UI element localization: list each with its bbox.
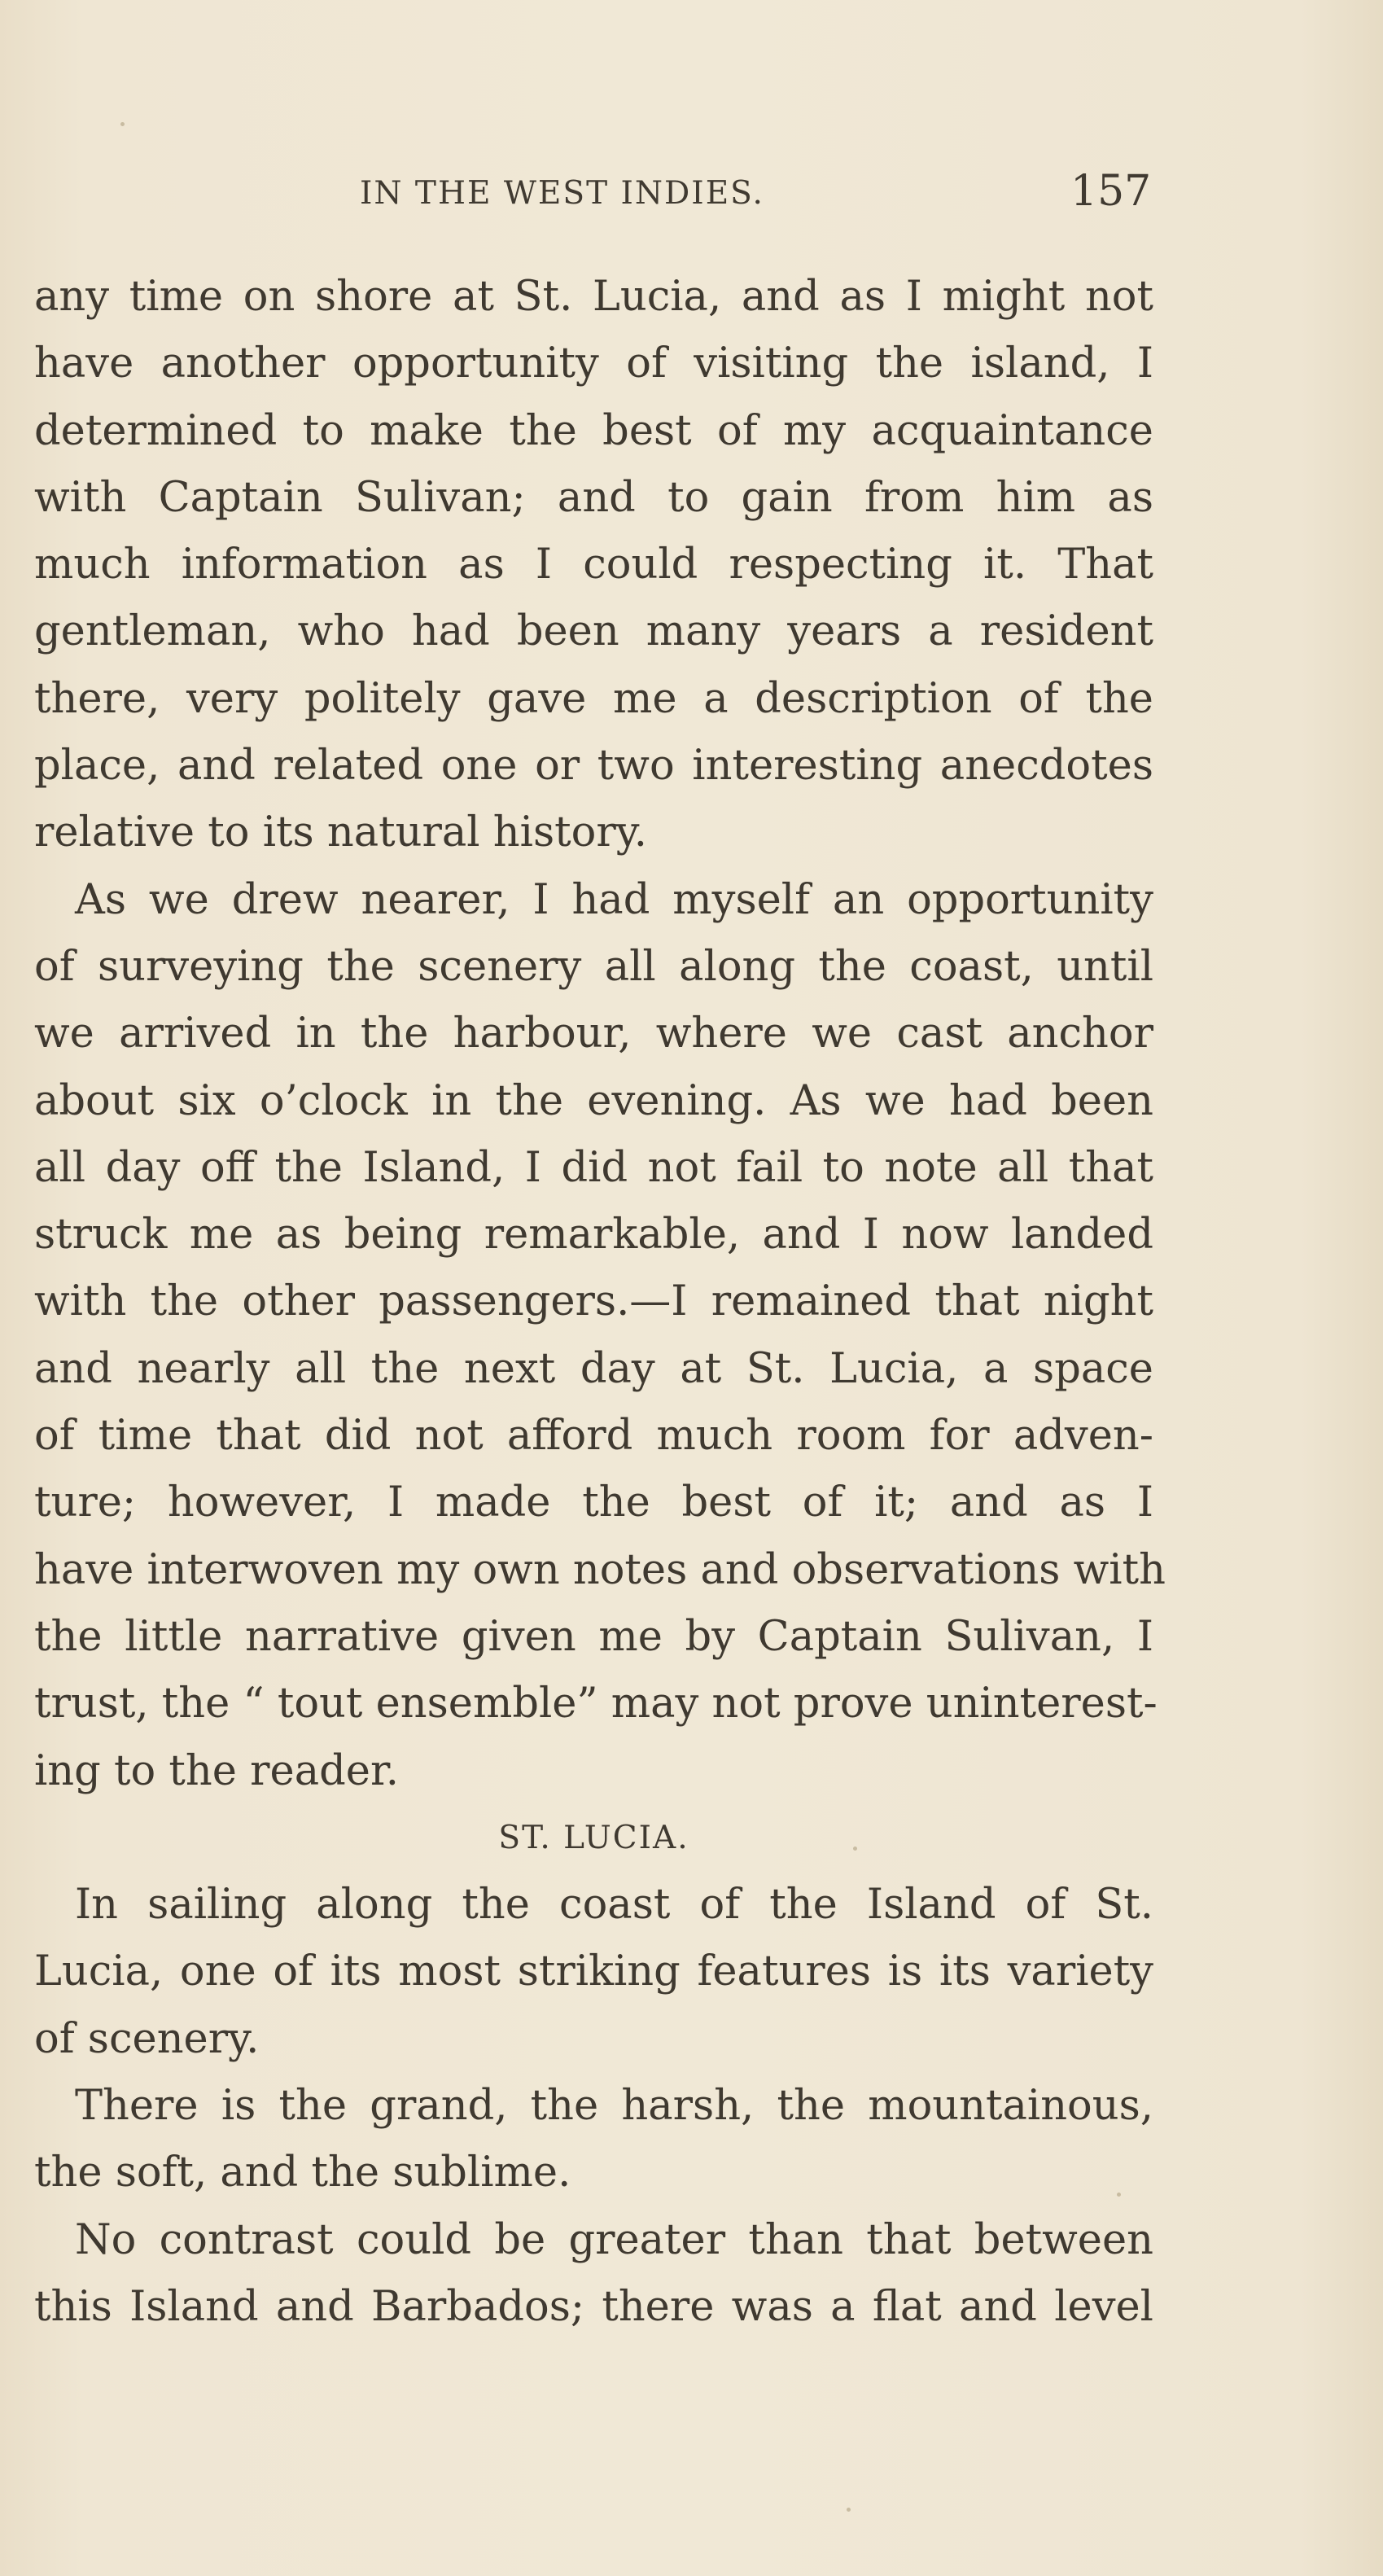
body-text bbox=[34, 264, 1166, 2341]
text-line: of scenery. bbox=[34, 2014, 260, 2063]
text-line: this Island and Barbados; there was a flat and level bbox=[34, 2282, 1153, 2331]
text-line: the soft, and the sublime. bbox=[34, 2149, 571, 2197]
paper-speck bbox=[120, 122, 125, 126]
page-number: 157 bbox=[1070, 167, 1152, 216]
running-head bbox=[0, 167, 1383, 224]
running-title: IN THE WEST INDIES. bbox=[360, 175, 764, 212]
text-line: place, and related one or two interesting anecdotes bbox=[34, 742, 1153, 791]
text-line: with the other passengers.—I remained that night bbox=[34, 1277, 1153, 1326]
text-line: much information as I could respecting it. That bbox=[34, 541, 1153, 589]
text-line: There is the grand, the harsh, the mountainous, bbox=[75, 2082, 1153, 2131]
text-line: trust, the “ tout ensemble” may not prove uninterest- bbox=[34, 1680, 1158, 1728]
text-line: with Captain Sulivan; and to gain from him as bbox=[34, 473, 1153, 522]
text-line: Lucia, one of its most striking features is its variety bbox=[34, 1947, 1153, 1996]
text-line: we arrived in the harbour, where we cast anchor bbox=[34, 1010, 1153, 1058]
section-heading: ST. LUCIA. bbox=[498, 1819, 689, 1856]
text-line: the little narrative given me by Captain Sulivan, I bbox=[34, 1612, 1153, 1661]
text-line: In sailing along the coast of the Island of St. bbox=[75, 1881, 1153, 1930]
paper-speck bbox=[1117, 2193, 1121, 2197]
text-line: No contrast could be greater than that between bbox=[75, 2215, 1153, 2264]
text-line: about six o’clock in the evening. As we had been bbox=[34, 1076, 1153, 1125]
text-line: have another opportunity of visiting the island, I bbox=[34, 340, 1153, 388]
text-line: determined to make the best of my acquaintance bbox=[34, 406, 1153, 455]
text-line: any time on shore at St. Lucia, and as I might not bbox=[34, 273, 1153, 321]
paper-speck bbox=[853, 1847, 857, 1851]
paper-speck bbox=[847, 2508, 851, 2512]
text-line: of time that did not afford much room for adven- bbox=[34, 1412, 1153, 1461]
text-line: there, very politely gave me a description of the bbox=[34, 674, 1153, 723]
text-line: ing to the reader. bbox=[34, 1746, 399, 1795]
text-line: all day off the Island, I did not fail to note all that bbox=[34, 1143, 1153, 1192]
text-line: As we drew nearer, I had myself an opportunity bbox=[75, 875, 1153, 924]
text-line: struck me as being remarkable, and I now landed bbox=[34, 1211, 1153, 1260]
text-line: gentleman, who had been many years a resident bbox=[34, 607, 1153, 656]
text-line: relative to its natural history. bbox=[34, 808, 647, 857]
text-line: and nearly all the next day at St. Lucia, a space bbox=[34, 1344, 1153, 1393]
text-line: of surveying the scenery all along the coast, until bbox=[34, 942, 1153, 991]
text-line: have interwoven my own notes and observations with bbox=[34, 1545, 1166, 1594]
text-line: ture; however, I made the best of it; and as I bbox=[34, 1479, 1153, 1527]
